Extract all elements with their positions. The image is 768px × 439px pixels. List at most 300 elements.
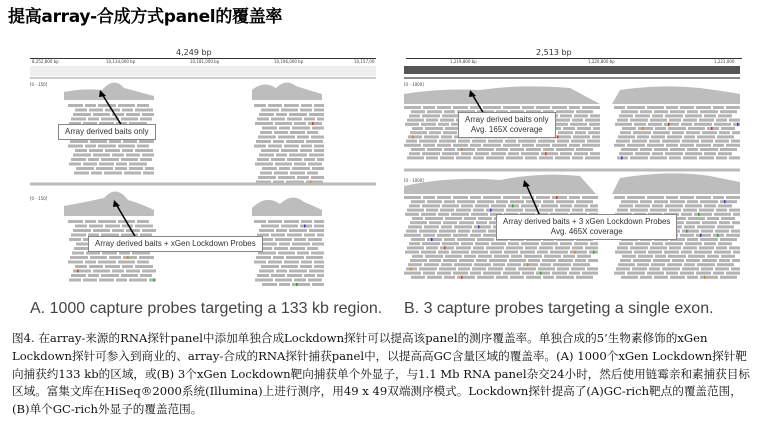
read-block [118, 145, 135, 148]
read-block [486, 246, 504, 249]
coverage-area [404, 175, 596, 194]
read-block [140, 274, 152, 277]
read-block [720, 238, 737, 241]
read-block [640, 200, 652, 203]
mismatch-mark [431, 238, 433, 241]
read-block [68, 104, 83, 107]
read-block [585, 119, 600, 122]
mismatch-mark [312, 122, 314, 125]
read-block [126, 154, 140, 157]
read-block [634, 251, 646, 254]
read-block [536, 272, 550, 275]
read-block [647, 272, 664, 275]
read-block [464, 217, 476, 220]
read-block [93, 229, 110, 232]
read-block [684, 263, 695, 266]
read-block [511, 255, 522, 258]
track-divider [404, 77, 740, 79]
read-block [694, 123, 712, 126]
panel-b-track-label-top: [0 - 1000] [404, 82, 424, 87]
read-block [669, 209, 681, 212]
read-block [444, 200, 455, 203]
chromosome-band [30, 66, 376, 76]
read-block [308, 238, 322, 241]
read-block [278, 136, 295, 139]
read-block [632, 140, 647, 143]
read-block [74, 247, 89, 250]
read-block [301, 145, 312, 148]
read-block [650, 246, 667, 249]
read-block [614, 144, 625, 147]
read-block [720, 200, 737, 203]
read-block [571, 267, 585, 270]
read-block [437, 106, 451, 109]
read-block [409, 114, 420, 117]
read-block [297, 176, 309, 179]
panel-a-callout-top: Array derived baits only [58, 124, 156, 140]
read-block [569, 106, 580, 109]
read-block [89, 265, 103, 268]
read-block [472, 267, 486, 270]
read-block [473, 156, 484, 159]
read-block [426, 246, 438, 249]
read-block [665, 114, 683, 117]
read-block [716, 246, 727, 249]
read-block [522, 272, 534, 275]
read-block [426, 209, 438, 212]
read-block [647, 106, 664, 109]
read-block [496, 200, 508, 203]
read-block [444, 276, 455, 279]
read-block [687, 200, 698, 203]
read-block [438, 251, 449, 254]
read-block [279, 167, 290, 170]
read-block [409, 242, 420, 245]
read-block [486, 209, 504, 212]
read-block [412, 127, 423, 130]
read-block [458, 140, 470, 143]
read-block [702, 131, 717, 134]
read-block [261, 109, 279, 112]
read-block [73, 113, 91, 116]
read-block [543, 276, 554, 279]
read-block [424, 135, 439, 138]
mismatch-mark [545, 152, 547, 155]
read-block [427, 200, 442, 203]
panel-b-callout-bottom-line1: Array derived baits + 3 xGen Lockdown Probes [503, 217, 671, 226]
mismatch-mark [698, 213, 700, 216]
page-title: 提高array-合成方式panel的覆盖率 [8, 7, 283, 27]
read-block [126, 113, 140, 116]
read-block [665, 204, 683, 207]
read-block [655, 255, 666, 258]
read-block [115, 167, 127, 170]
read-block [713, 196, 724, 199]
read-block [490, 251, 502, 254]
read-block [311, 176, 324, 179]
read-block [290, 172, 305, 175]
read-block [506, 209, 523, 212]
read-block [587, 267, 598, 270]
read-block [294, 279, 306, 282]
read-block [506, 156, 523, 159]
read-block [412, 217, 423, 220]
read-block [696, 144, 711, 147]
read-block [112, 229, 124, 232]
read-block [614, 106, 625, 109]
read-block [729, 209, 740, 212]
read-block [456, 156, 471, 159]
read-block [140, 158, 152, 161]
read-block [279, 283, 290, 286]
read-block [304, 234, 315, 237]
read-block [715, 267, 729, 270]
read-block [685, 152, 702, 155]
read-block [618, 263, 635, 266]
read-block [672, 131, 684, 134]
read-block [653, 259, 670, 262]
read-block [139, 256, 154, 259]
read-block [621, 148, 638, 151]
read-block [719, 221, 730, 224]
read-block [670, 110, 685, 113]
read-block [284, 145, 299, 148]
read-block [424, 225, 439, 228]
read-block [268, 220, 282, 223]
read-block [510, 148, 524, 151]
read-block [538, 140, 555, 143]
read-block [421, 251, 436, 254]
read-block [437, 144, 451, 147]
read-block [405, 123, 419, 126]
read-block [308, 122, 322, 125]
read-block [640, 148, 652, 151]
read-block [461, 204, 473, 207]
read-block [437, 234, 451, 237]
panel-b-tick: 1,219,800 bp [450, 59, 477, 64]
read-block [286, 256, 304, 259]
read-block [314, 109, 324, 112]
read-block [439, 230, 456, 233]
read-block [552, 272, 567, 275]
read-block [666, 144, 678, 147]
read-block [437, 196, 451, 199]
read-block [650, 209, 667, 212]
read-block [474, 225, 491, 228]
read-block [509, 259, 526, 262]
read-block [142, 229, 156, 232]
read-block [508, 242, 519, 245]
read-block [537, 251, 548, 254]
mismatch-mark [77, 270, 79, 273]
read-block [672, 259, 684, 262]
read-block [488, 140, 503, 143]
mismatch-mark [461, 148, 463, 151]
read-block [635, 242, 650, 245]
read-block [292, 243, 310, 246]
read-block [98, 261, 116, 264]
read-block [700, 238, 718, 241]
read-block [666, 106, 678, 109]
read-block [422, 204, 440, 207]
read-block [271, 234, 285, 237]
read-block [314, 145, 324, 148]
read-block [556, 200, 574, 203]
read-block [289, 229, 307, 232]
read-block [458, 267, 470, 270]
read-block [571, 140, 585, 143]
figure-caption-text: 图4. 在array-来源的RNA探针panel中添加单独合成Lockdown探针可以提高该panel的测序覆盖率。单独合成的5’生物素修饰的xGen Lockdown探针可参入到商业的、array-合成的RNA探针捕获panel中，以提高高GC含量区域的覆盖率。(A) 1000个xGen Lockdown探针靶向捕获约133 kb的区域，或(B) 3个xGen Lockdown靶向捕获单个外显子，与1.1 Mb RNA panel杂交24小时，然后使用链霉亲和素捕获目标区域。富集文库在HiSeq®2000系统(Illumina)上进行测序，用49 x 49双端测序模式。Lockdown探针提高了(A)GC-rich靶点的覆盖范围，(B)单个GC-rich外显子的覆盖范围。 [12, 331, 751, 417]
mismatch-mark [153, 279, 155, 282]
read-block [311, 136, 324, 139]
read-block [494, 255, 509, 258]
read-block [254, 145, 266, 148]
read-block [73, 270, 91, 273]
read-block [99, 163, 114, 166]
read-block [142, 113, 154, 116]
read-block [582, 272, 598, 275]
read-block [726, 144, 740, 147]
read-block [118, 261, 135, 264]
read-block [427, 238, 442, 241]
read-block [453, 106, 468, 109]
read-block [518, 140, 536, 143]
read-block [563, 127, 575, 130]
read-block [476, 259, 487, 262]
read-block [439, 267, 456, 270]
read-block [582, 106, 600, 109]
read-block [707, 255, 719, 258]
read-block [699, 209, 714, 212]
read-block [582, 196, 598, 199]
read-block [93, 113, 110, 116]
read-block [71, 274, 86, 277]
read-block [123, 256, 137, 259]
read-block [569, 196, 580, 199]
mismatch-mark [686, 230, 688, 233]
read-block [560, 242, 572, 245]
read-block [684, 135, 695, 138]
read-block [96, 167, 113, 170]
read-block [680, 106, 694, 109]
read-block [304, 118, 315, 121]
read-block [630, 246, 648, 249]
read-block [442, 152, 459, 155]
read-block [716, 119, 727, 122]
read-block [668, 127, 686, 130]
read-block [668, 255, 686, 258]
read-block [518, 267, 536, 270]
read-block [729, 156, 740, 159]
read-block [616, 140, 630, 143]
panel-a-callout-bottom: Array derived baits + xGen Lockdown Probes [88, 236, 263, 252]
mismatch-mark [540, 272, 542, 275]
read-block [68, 145, 83, 148]
read-block [301, 220, 312, 223]
read-block [683, 156, 697, 159]
panel-b-callout-top [458, 112, 556, 138]
read-block [622, 255, 636, 258]
panel-b-igv-view [400, 44, 744, 294]
read-block [300, 149, 312, 152]
read-block [445, 255, 462, 258]
read-block [275, 238, 292, 241]
read-block [627, 272, 645, 275]
read-block [635, 114, 650, 117]
read-block [284, 261, 299, 264]
read-block [122, 109, 133, 112]
read-block [121, 158, 138, 161]
read-block [129, 163, 147, 166]
read-block [408, 135, 422, 138]
read-block [615, 251, 632, 254]
read-block [422, 152, 440, 155]
panel-b-label: B. 3 capture probes targeting a single exon. [404, 300, 714, 317]
read-block [574, 204, 588, 207]
read-block [680, 196, 694, 199]
read-block [733, 123, 740, 126]
read-block [614, 196, 625, 199]
read-block [726, 272, 740, 275]
read-block [572, 209, 583, 212]
read-block [681, 123, 692, 126]
read-block [557, 267, 569, 270]
read-block [109, 256, 121, 259]
read-block [721, 255, 735, 258]
coverage-area [64, 82, 154, 100]
read-block [278, 176, 295, 179]
read-block [637, 263, 649, 266]
read-block [464, 255, 476, 258]
read-block [425, 217, 443, 220]
read-block [687, 148, 698, 151]
read-block [475, 204, 489, 207]
read-block [558, 259, 573, 262]
read-block [556, 148, 574, 151]
read-block [720, 110, 737, 113]
read-block [543, 200, 554, 203]
mismatch-mark [642, 127, 644, 130]
read-block [453, 196, 468, 199]
read-block [655, 127, 666, 130]
panel-b-callout-top-line1: Array derived baits only [465, 115, 549, 124]
read-block [635, 204, 650, 207]
read-block [493, 263, 505, 266]
read-block [718, 204, 732, 207]
read-block [662, 267, 680, 270]
read-block [483, 106, 501, 109]
read-block [525, 246, 537, 249]
read-block [696, 196, 711, 199]
read-block [716, 209, 727, 212]
read-block [262, 127, 277, 130]
read-block [405, 251, 419, 254]
read-block [697, 263, 715, 266]
read-block [304, 274, 315, 277]
read-block [85, 220, 96, 223]
read-block [627, 144, 645, 147]
read-block [116, 279, 127, 282]
read-block [309, 113, 324, 116]
read-block [314, 265, 324, 268]
coverage-area [252, 82, 322, 100]
read-block [89, 225, 103, 228]
read-block [281, 149, 298, 152]
read-block [294, 163, 306, 166]
read-block [670, 276, 685, 279]
coverage-area [404, 86, 600, 104]
read-block [627, 106, 645, 109]
read-block [70, 140, 88, 143]
mismatch-mark [737, 123, 739, 126]
read-block [274, 131, 288, 134]
read-block [286, 140, 304, 143]
read-block [627, 196, 645, 199]
read-block [590, 114, 600, 117]
read-block [274, 172, 288, 175]
read-block [258, 176, 276, 179]
read-block [287, 274, 302, 277]
read-block [523, 263, 538, 266]
read-block [279, 127, 290, 130]
coverage-area [64, 191, 154, 216]
mismatch-mark [412, 135, 414, 138]
read-block [714, 251, 731, 254]
read-block [314, 149, 324, 152]
read-block [443, 259, 457, 262]
read-block [423, 106, 435, 109]
panel-a-track-label-top: [0 - 150] [30, 82, 48, 87]
read-block [83, 279, 97, 282]
read-block [575, 259, 586, 262]
mismatch-mark [410, 267, 412, 270]
read-block [682, 140, 699, 143]
read-block [112, 154, 124, 157]
read-block [105, 225, 120, 228]
read-block [720, 276, 737, 279]
read-block [538, 267, 555, 270]
read-block [713, 272, 724, 275]
mismatch-mark [296, 283, 298, 286]
read-block [404, 272, 421, 275]
read-block [686, 131, 700, 134]
read-block [256, 140, 271, 143]
read-block [686, 259, 700, 262]
read-block [68, 220, 83, 223]
read-block [557, 140, 569, 143]
read-block [88, 274, 99, 277]
read-block [142, 270, 156, 273]
read-block [555, 119, 570, 122]
read-block [704, 152, 716, 155]
read-block [89, 109, 103, 112]
read-block [536, 196, 550, 199]
read-block [713, 106, 724, 109]
read-block [261, 149, 279, 152]
read-block [140, 118, 152, 121]
read-block [312, 283, 324, 286]
read-block [457, 200, 475, 203]
read-block [665, 242, 683, 245]
read-block [421, 123, 436, 126]
read-block [306, 256, 323, 259]
read-block [71, 118, 86, 121]
read-block [438, 213, 449, 216]
read-block [314, 261, 324, 264]
read-block [553, 263, 571, 266]
read-block [317, 274, 324, 277]
panel-b-callout-bottom-line2: Avg. 465X coverage [550, 227, 623, 236]
